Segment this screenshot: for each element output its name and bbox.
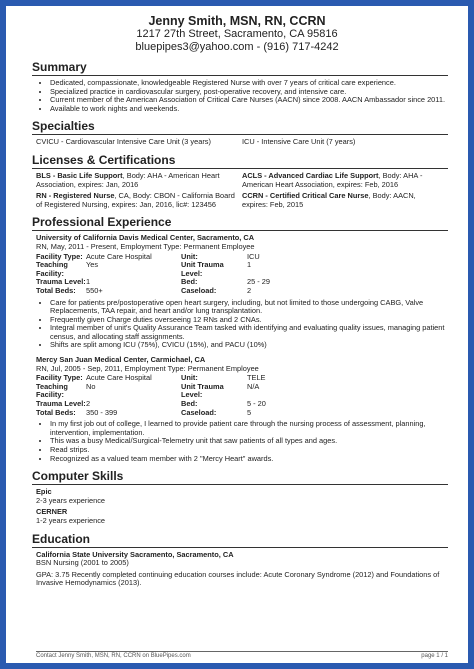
education-gpa: GPA: 3.75 Recently completed continuing education courses include: Acute Coronary Syndrome (2012) and Foundations of Invasive Hemodynamics (2013). (36, 569, 440, 588)
fact-label: Facility Type: (36, 373, 83, 383)
skill-item (36, 508, 448, 525)
fact-value: 5 - 20 (247, 399, 266, 409)
job-bullet: • Care for patients pre/postoperative open heart surgery, including, but not limited to those undergoing CABG, Valve Replacements, TAA repair, and heart and/or lung transplantation. (50, 299, 448, 316)
specialty-left: CVICU - Cardiovascular Intensive Care Unit (3 years) (36, 137, 211, 147)
job-bullet: • Read strips. (50, 446, 448, 455)
cert-item (242, 172, 448, 189)
job-bullet: • Frequently given Charge duties overseeing 12 RNs and 2 CNAs. (50, 316, 448, 325)
summary-list (50, 79, 448, 113)
job-bullets (50, 420, 448, 463)
fact-label: Facility Type: (36, 251, 83, 261)
fact-label: Unit: (181, 251, 198, 261)
cert-name: RN - Registered Nurse (36, 191, 115, 201)
summary-item: • Specialized practice in cardiovascular surgery, post-operative recovery, and intensive care. (50, 88, 448, 97)
job-facts (36, 374, 448, 417)
job-bullet: • This was a busy Medical/Surgical-Telemetry unit that saw patients of all types and ages. (50, 437, 448, 446)
cert-item (36, 172, 242, 189)
resume-address: 1217 27th Street, Sacramento, CA 95816 (136, 28, 338, 40)
job-employer: University of California Davis Medical Center, Sacramento, CA (36, 233, 255, 243)
page-footer (36, 651, 448, 659)
education-school: California State University Sacramento, Sacramento, CA (36, 549, 234, 559)
job-bullet: • Integral member of unit's Quality Assurance Team tasked with identifying and evaluating quality issues, managing patient census, and allocating staff assignments. (50, 324, 448, 341)
skill-detail: 2-3 years experience (36, 495, 106, 505)
skills-heading: Computer Skills (32, 469, 448, 485)
cert-row (36, 192, 448, 209)
fact-label: Unit: (181, 373, 198, 383)
resume-page (6, 6, 468, 663)
cert-name: ACLS - Advanced Cardiac Life Support (242, 170, 379, 180)
fact-label: Total Beds: (36, 407, 76, 417)
fact-value: 25 - 29 (247, 277, 271, 287)
fact-label: Bed: (181, 399, 198, 409)
fact-value: Acute Care Hospital (86, 373, 152, 383)
fact-value: 350 - 399 (86, 407, 118, 417)
cert-item (36, 192, 242, 209)
fact-label: Caseload: (181, 407, 217, 417)
cert-name: BLS - Basic Life Support (36, 170, 123, 180)
fact-value: Acute Care Hospital (86, 251, 152, 261)
fact-label: Bed: (181, 277, 198, 287)
fact-value: Yes (86, 260, 99, 270)
summary-heading: Summary (32, 60, 448, 76)
licenses-heading: Licenses & Certifications (32, 153, 448, 169)
fact-label: Total Beds: (36, 285, 76, 295)
job-bullets (50, 299, 448, 351)
job-role: RN, May, 2011 - Present, Employment Type: Permanent Employee (36, 241, 255, 251)
fact-value: No (86, 381, 96, 391)
job-bullet: • In my first job out of college, I learned to provide patient care through the nursing process of assessment, planning, intervention, implementation. (50, 420, 448, 437)
education-heading: Education (32, 532, 448, 548)
summary-item: • Dedicated, compassionate, knowledgeable Registered Nurse with over 7 years of critical care experience. (50, 79, 448, 88)
cert-detail: , CA, Body: CBON - California Board of Registered Nursing, expires: Jan, 2016, lic#: 123456 (36, 191, 235, 209)
skill-detail: 1-2 years experience (36, 515, 106, 525)
fact-value: 2 (86, 399, 91, 409)
skill-name: CERNER (36, 507, 68, 517)
cert-row (36, 172, 448, 189)
fact-label: Trauma Level: (36, 277, 86, 287)
fact-label: Unit Trauma Level: (181, 381, 224, 400)
specialty-right: ICU - Intensive Care Unit (7 years) (242, 137, 356, 147)
experience-heading: Professional Experience (32, 215, 448, 231)
cert-detail: , Body: AHA - American Heart Association, expires: Feb, 2016 (242, 170, 423, 189)
fact-label: Teaching Facility: (36, 381, 68, 400)
fact-value: 1 (86, 277, 91, 287)
specialties-heading: Specialties (32, 119, 448, 135)
fact-value: 2 (247, 285, 252, 295)
fact-label: Caseload: (181, 285, 217, 295)
skill-item (36, 488, 448, 505)
job-bullet: • Recognized as a valued team member with 2 "Mercy Heart" awards. (50, 455, 448, 464)
cert-detail: , Body: AACN, expires: Feb, 2015 (242, 191, 416, 209)
job-facts (36, 253, 448, 296)
resume-name: Jenny Smith, MSN, RN, CCRN (148, 14, 326, 28)
fact-label: Unit Trauma Level: (181, 260, 224, 278)
job-bullet: • Shifts are split among ICU (75%), CVICU (15%), and PACU (10%) (50, 341, 448, 350)
job-employer: Mercy San Juan Medical Center, Carmichael, CA (36, 355, 206, 365)
education-entry (36, 551, 448, 588)
resume-email-phone: bluepipes3@yahoo.com - (916) 717-4242 (135, 41, 339, 53)
licenses-grid (36, 172, 448, 209)
skill-name: Epic (36, 487, 52, 497)
cert-detail: , Body: AHA - American Heart Association, expires: Jan, 2016 (36, 170, 220, 189)
education-degree: BSN Nursing (2001 to 2005) (36, 558, 129, 568)
footer-page-number: page 1 / 1 (421, 653, 448, 659)
job-entry (36, 234, 448, 350)
summary-item: • Current member of the American Association of Critical Care Nurses (AACN) since 2008. AACN Ambassador since 2011. (50, 96, 448, 105)
footer-contact-link[interactable]: Contact Jenny Smith, MSN, RN, CCRN on BluePipes.com (36, 653, 191, 659)
summary-item: • Available to work nights and weekends. (50, 105, 448, 114)
fact-value: N/A (247, 381, 260, 391)
fact-label: Trauma Level: (36, 399, 86, 409)
fact-value: 1 (247, 260, 252, 270)
fact-value: 5 (247, 407, 252, 417)
cert-name: CCRN - Certified Critical Care Nurse (242, 191, 369, 201)
cert-item (242, 192, 448, 209)
fact-value: 550+ (86, 285, 103, 295)
specialties-row (36, 138, 448, 147)
fact-label: Teaching Facility: (36, 260, 68, 278)
job-role: RN, Jul, 2005 - Sep, 2011, Employment Type: Permanent Employee (36, 363, 259, 373)
fact-value: TELE (247, 373, 266, 383)
fact-value: ICU (247, 251, 260, 261)
job-entry (36, 356, 448, 463)
